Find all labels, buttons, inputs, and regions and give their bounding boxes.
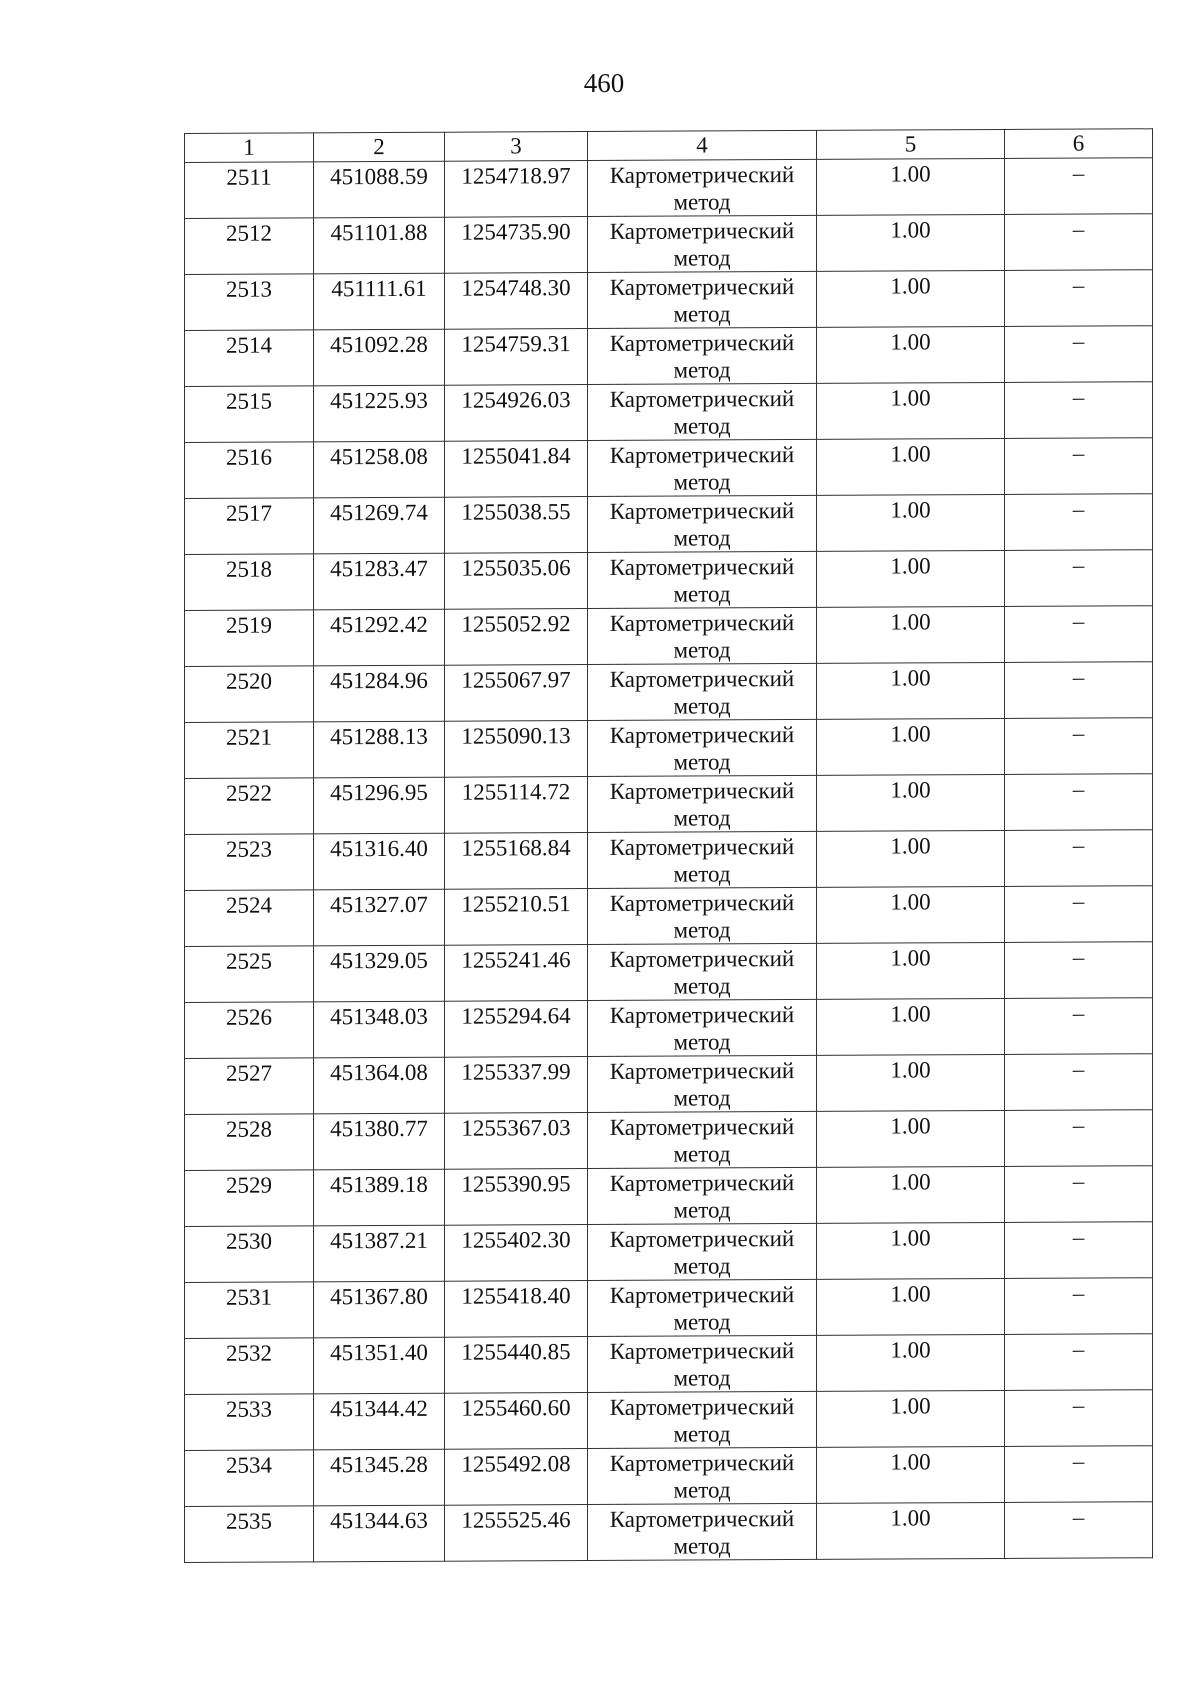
accuracy-cell: 1.00 [817,1054,1005,1111]
table-row [185,1278,1153,1339]
x-coordinate-cell: 451367.80 [314,1281,445,1338]
note-cell: – [1005,1054,1153,1111]
method-text: Картометрический метод [609,442,795,495]
table-row [185,1054,1153,1115]
table-row [185,438,1153,499]
note-cell: – [1005,438,1153,495]
table-row [185,214,1153,275]
method-cell [588,887,817,944]
note-cell: – [1005,1502,1153,1559]
point-number-cell: 2530 [185,1226,314,1283]
table-row [185,998,1153,1059]
note-cell: – [1005,1222,1153,1279]
accuracy-cell: 1.00 [817,158,1005,215]
page-number: 460 [583,68,625,98]
table-row [185,1222,1153,1283]
y-coordinate-cell: 1255067.97 [445,665,588,722]
method-cell [588,775,817,832]
x-coordinate-cell: 451389.18 [314,1169,445,1226]
method-text: Картометрический метод [609,1170,795,1223]
method-cell [588,1503,817,1560]
point-number-cell: 2514 [185,330,314,387]
accuracy-cell: 1.00 [817,1278,1005,1335]
table-row [185,1334,1153,1395]
method-text: Картометрический метод [609,1114,795,1167]
table-row [185,1110,1153,1171]
method-text: Картометрический метод [609,498,795,551]
y-coordinate-cell: 1255038.55 [445,497,588,554]
x-coordinate-cell: 451380.77 [314,1113,445,1170]
column-header: 4 [588,130,817,160]
method-cell [588,719,817,776]
point-number-cell: 2524 [185,890,314,947]
accuracy-cell: 1.00 [817,942,1005,999]
method-text: Картометрический метод [609,890,795,943]
note-cell: – [1005,1166,1153,1223]
table-row [185,270,1153,331]
y-coordinate-cell: 1255241.46 [445,945,588,1002]
y-coordinate-cell: 1255041.84 [445,441,588,498]
y-coordinate-cell: 1255114.72 [445,777,588,834]
accuracy-cell: 1.00 [817,382,1005,439]
y-coordinate-cell: 1254926.03 [445,385,588,442]
x-coordinate-cell: 451348.03 [314,1001,445,1058]
x-coordinate-cell: 451284.96 [314,665,445,722]
point-number-cell: 2519 [185,610,314,667]
x-coordinate-cell: 451111.61 [314,273,445,330]
method-text: Картометрический метод [609,1506,795,1559]
method-cell [588,1167,817,1224]
x-coordinate-cell: 451387.21 [314,1225,445,1282]
accuracy-cell: 1.00 [817,998,1005,1055]
method-text: Картометрический метод [609,666,795,719]
point-number-cell: 2517 [185,498,314,555]
method-cell [588,1055,817,1112]
note-cell: – [1005,1446,1153,1503]
point-number-cell: 2511 [185,162,314,219]
method-text: Картометрический метод [609,778,795,831]
point-number-cell: 2534 [185,1450,314,1507]
table-row [185,326,1153,387]
column-header: 6 [1005,129,1153,159]
point-number-cell: 2526 [185,1002,314,1059]
y-coordinate-cell: 1255367.03 [445,1113,588,1170]
y-coordinate-cell: 1254759.31 [445,329,588,386]
accuracy-cell: 1.00 [817,662,1005,719]
note-cell: – [1005,998,1153,1055]
y-coordinate-cell: 1255168.84 [445,833,588,890]
note-cell: – [1005,270,1153,327]
y-coordinate-cell: 1255418.40 [445,1281,588,1338]
x-coordinate-cell: 451316.40 [314,833,445,890]
y-coordinate-cell: 1255460.60 [445,1393,588,1450]
point-number-cell: 2523 [185,834,314,891]
point-number-cell: 2520 [185,666,314,723]
table-row [185,718,1153,779]
note-cell: – [1005,494,1153,551]
x-coordinate-cell: 451101.88 [314,217,445,274]
method-cell [588,1391,817,1448]
y-coordinate-cell: 1255052.92 [445,609,588,666]
y-coordinate-cell: 1254735.90 [445,217,588,274]
x-coordinate-cell: 451327.07 [314,889,445,946]
method-text: Картометрический метод [609,834,795,887]
point-number-cell: 2522 [185,778,314,835]
method-cell [588,943,817,1000]
method-text: Картометрический метод [609,722,795,775]
note-cell: – [1005,886,1153,943]
note-cell: – [1005,774,1153,831]
accuracy-cell: 1.00 [817,1222,1005,1279]
accuracy-cell: 1.00 [817,326,1005,383]
point-number-cell: 2529 [185,1170,314,1227]
method-text: Картометрический метод [609,1002,795,1055]
x-coordinate-cell: 451329.05 [314,945,445,1002]
accuracy-cell: 1.00 [817,1166,1005,1223]
y-coordinate-cell: 1255337.99 [445,1057,588,1114]
method-text: Картометрический метод [609,1226,795,1279]
point-number-cell: 2525 [185,946,314,1003]
note-cell: – [1005,550,1153,607]
method-cell [588,1279,817,1336]
point-number-cell: 2531 [185,1282,314,1339]
x-coordinate-cell: 451269.74 [314,497,445,554]
y-coordinate-cell: 1255525.46 [445,1505,588,1562]
y-coordinate-cell: 1255492.08 [445,1449,588,1506]
column-header: 2 [314,132,445,162]
table-body [185,158,1153,1563]
column-header: 3 [445,132,588,162]
point-number-cell: 2516 [185,442,314,499]
method-cell [588,271,817,328]
method-text: Картометрический метод [609,554,795,607]
method-cell [588,495,817,552]
accuracy-cell: 1.00 [817,1390,1005,1447]
accuracy-cell: 1.00 [817,550,1005,607]
accuracy-cell: 1.00 [817,1446,1005,1503]
accuracy-cell: 1.00 [817,270,1005,327]
x-coordinate-cell: 451364.08 [314,1057,445,1114]
accuracy-cell: 1.00 [817,438,1005,495]
accuracy-cell: 1.00 [817,1502,1005,1559]
accuracy-cell: 1.00 [817,830,1005,887]
accuracy-cell: 1.00 [817,1110,1005,1167]
x-coordinate-cell: 451258.08 [314,441,445,498]
x-coordinate-cell: 451344.63 [314,1505,445,1562]
table-row [185,382,1153,443]
note-cell: – [1005,214,1153,271]
note-cell: – [1005,326,1153,383]
table-row [185,774,1153,835]
coordinates-table [184,128,1153,1563]
note-cell: – [1005,158,1153,215]
method-text: Картометрический метод [609,610,795,663]
x-coordinate-cell: 451345.28 [314,1449,445,1506]
method-cell [588,1111,817,1168]
method-text: Картометрический метод [609,946,795,999]
method-text: Картометрический метод [609,1450,795,1503]
accuracy-cell: 1.00 [817,494,1005,551]
y-coordinate-cell: 1254718.97 [445,161,588,218]
y-coordinate-cell: 1255402.30 [445,1225,588,1282]
y-coordinate-cell: 1255440.85 [445,1337,588,1394]
y-coordinate-cell: 1255090.13 [445,721,588,778]
method-text: Картометрический метод [609,1282,795,1335]
table-header-row [185,129,1153,163]
table-row [185,830,1153,891]
x-coordinate-cell: 451288.13 [314,721,445,778]
method-text: Картометрический метод [609,1338,795,1391]
table-row [185,550,1153,611]
y-coordinate-cell: 1255294.64 [445,1001,588,1058]
method-text: Картометрический метод [609,1058,795,1111]
accuracy-cell: 1.00 [817,606,1005,663]
method-cell [588,439,817,496]
table-row [185,606,1153,667]
note-cell: – [1005,1278,1153,1335]
x-coordinate-cell: 451088.59 [314,161,445,218]
method-cell [588,327,817,384]
point-number-cell: 2527 [185,1058,314,1115]
note-cell: – [1005,606,1153,663]
note-cell: – [1005,942,1153,999]
point-number-cell: 2528 [185,1114,314,1171]
point-number-cell: 2521 [185,722,314,779]
y-coordinate-cell: 1255035.06 [445,553,588,610]
table-row [185,1502,1153,1563]
column-header: 1 [185,133,314,163]
accuracy-cell: 1.00 [817,718,1005,775]
note-cell: – [1005,662,1153,719]
method-cell [588,831,817,888]
note-cell: – [1005,1390,1153,1447]
table-row [185,662,1153,723]
method-cell [588,215,817,272]
note-cell: – [1005,718,1153,775]
table-row [185,158,1153,219]
method-text: Картометрический метод [609,1394,795,1447]
method-cell [588,383,817,440]
method-cell [588,1223,817,1280]
method-cell [588,663,817,720]
accuracy-cell: 1.00 [817,774,1005,831]
x-coordinate-cell: 451344.42 [314,1393,445,1450]
y-coordinate-cell: 1255210.51 [445,889,588,946]
x-coordinate-cell: 451292.42 [314,609,445,666]
method-text: Картометрический метод [609,162,795,215]
note-cell: – [1005,830,1153,887]
accuracy-cell: 1.00 [817,1334,1005,1391]
accuracy-cell: 1.00 [817,886,1005,943]
point-number-cell: 2533 [185,1394,314,1451]
coordinates-table-container [184,128,1152,1563]
method-text: Картометрический метод [609,218,795,271]
x-coordinate-cell: 451092.28 [314,329,445,386]
x-coordinate-cell: 451283.47 [314,553,445,610]
table-row [185,886,1153,947]
note-cell: – [1005,1334,1153,1391]
method-cell [588,1447,817,1504]
accuracy-cell: 1.00 [817,214,1005,271]
point-number-cell: 2518 [185,554,314,611]
table-row [185,1166,1153,1227]
method-cell [588,607,817,664]
table-row [185,1446,1153,1507]
point-number-cell: 2532 [185,1338,314,1395]
method-cell [588,999,817,1056]
table-row [185,494,1153,555]
point-number-cell: 2515 [185,386,314,443]
x-coordinate-cell: 451296.95 [314,777,445,834]
x-coordinate-cell: 451225.93 [314,385,445,442]
point-number-cell: 2512 [185,218,314,275]
method-cell [588,551,817,608]
method-cell [588,1335,817,1392]
table-row [185,942,1153,1003]
method-text: Картометрический метод [609,330,795,383]
y-coordinate-cell: 1254748.30 [445,273,588,330]
method-text: Картометрический метод [609,274,795,327]
note-cell: – [1005,382,1153,439]
note-cell: – [1005,1110,1153,1167]
method-cell [588,159,817,216]
point-number-cell: 2513 [185,274,314,331]
table-row [185,1390,1153,1451]
method-text: Картометрический метод [609,386,795,439]
x-coordinate-cell: 451351.40 [314,1337,445,1394]
y-coordinate-cell: 1255390.95 [445,1169,588,1226]
column-header: 5 [817,129,1005,159]
point-number-cell: 2535 [185,1506,314,1563]
